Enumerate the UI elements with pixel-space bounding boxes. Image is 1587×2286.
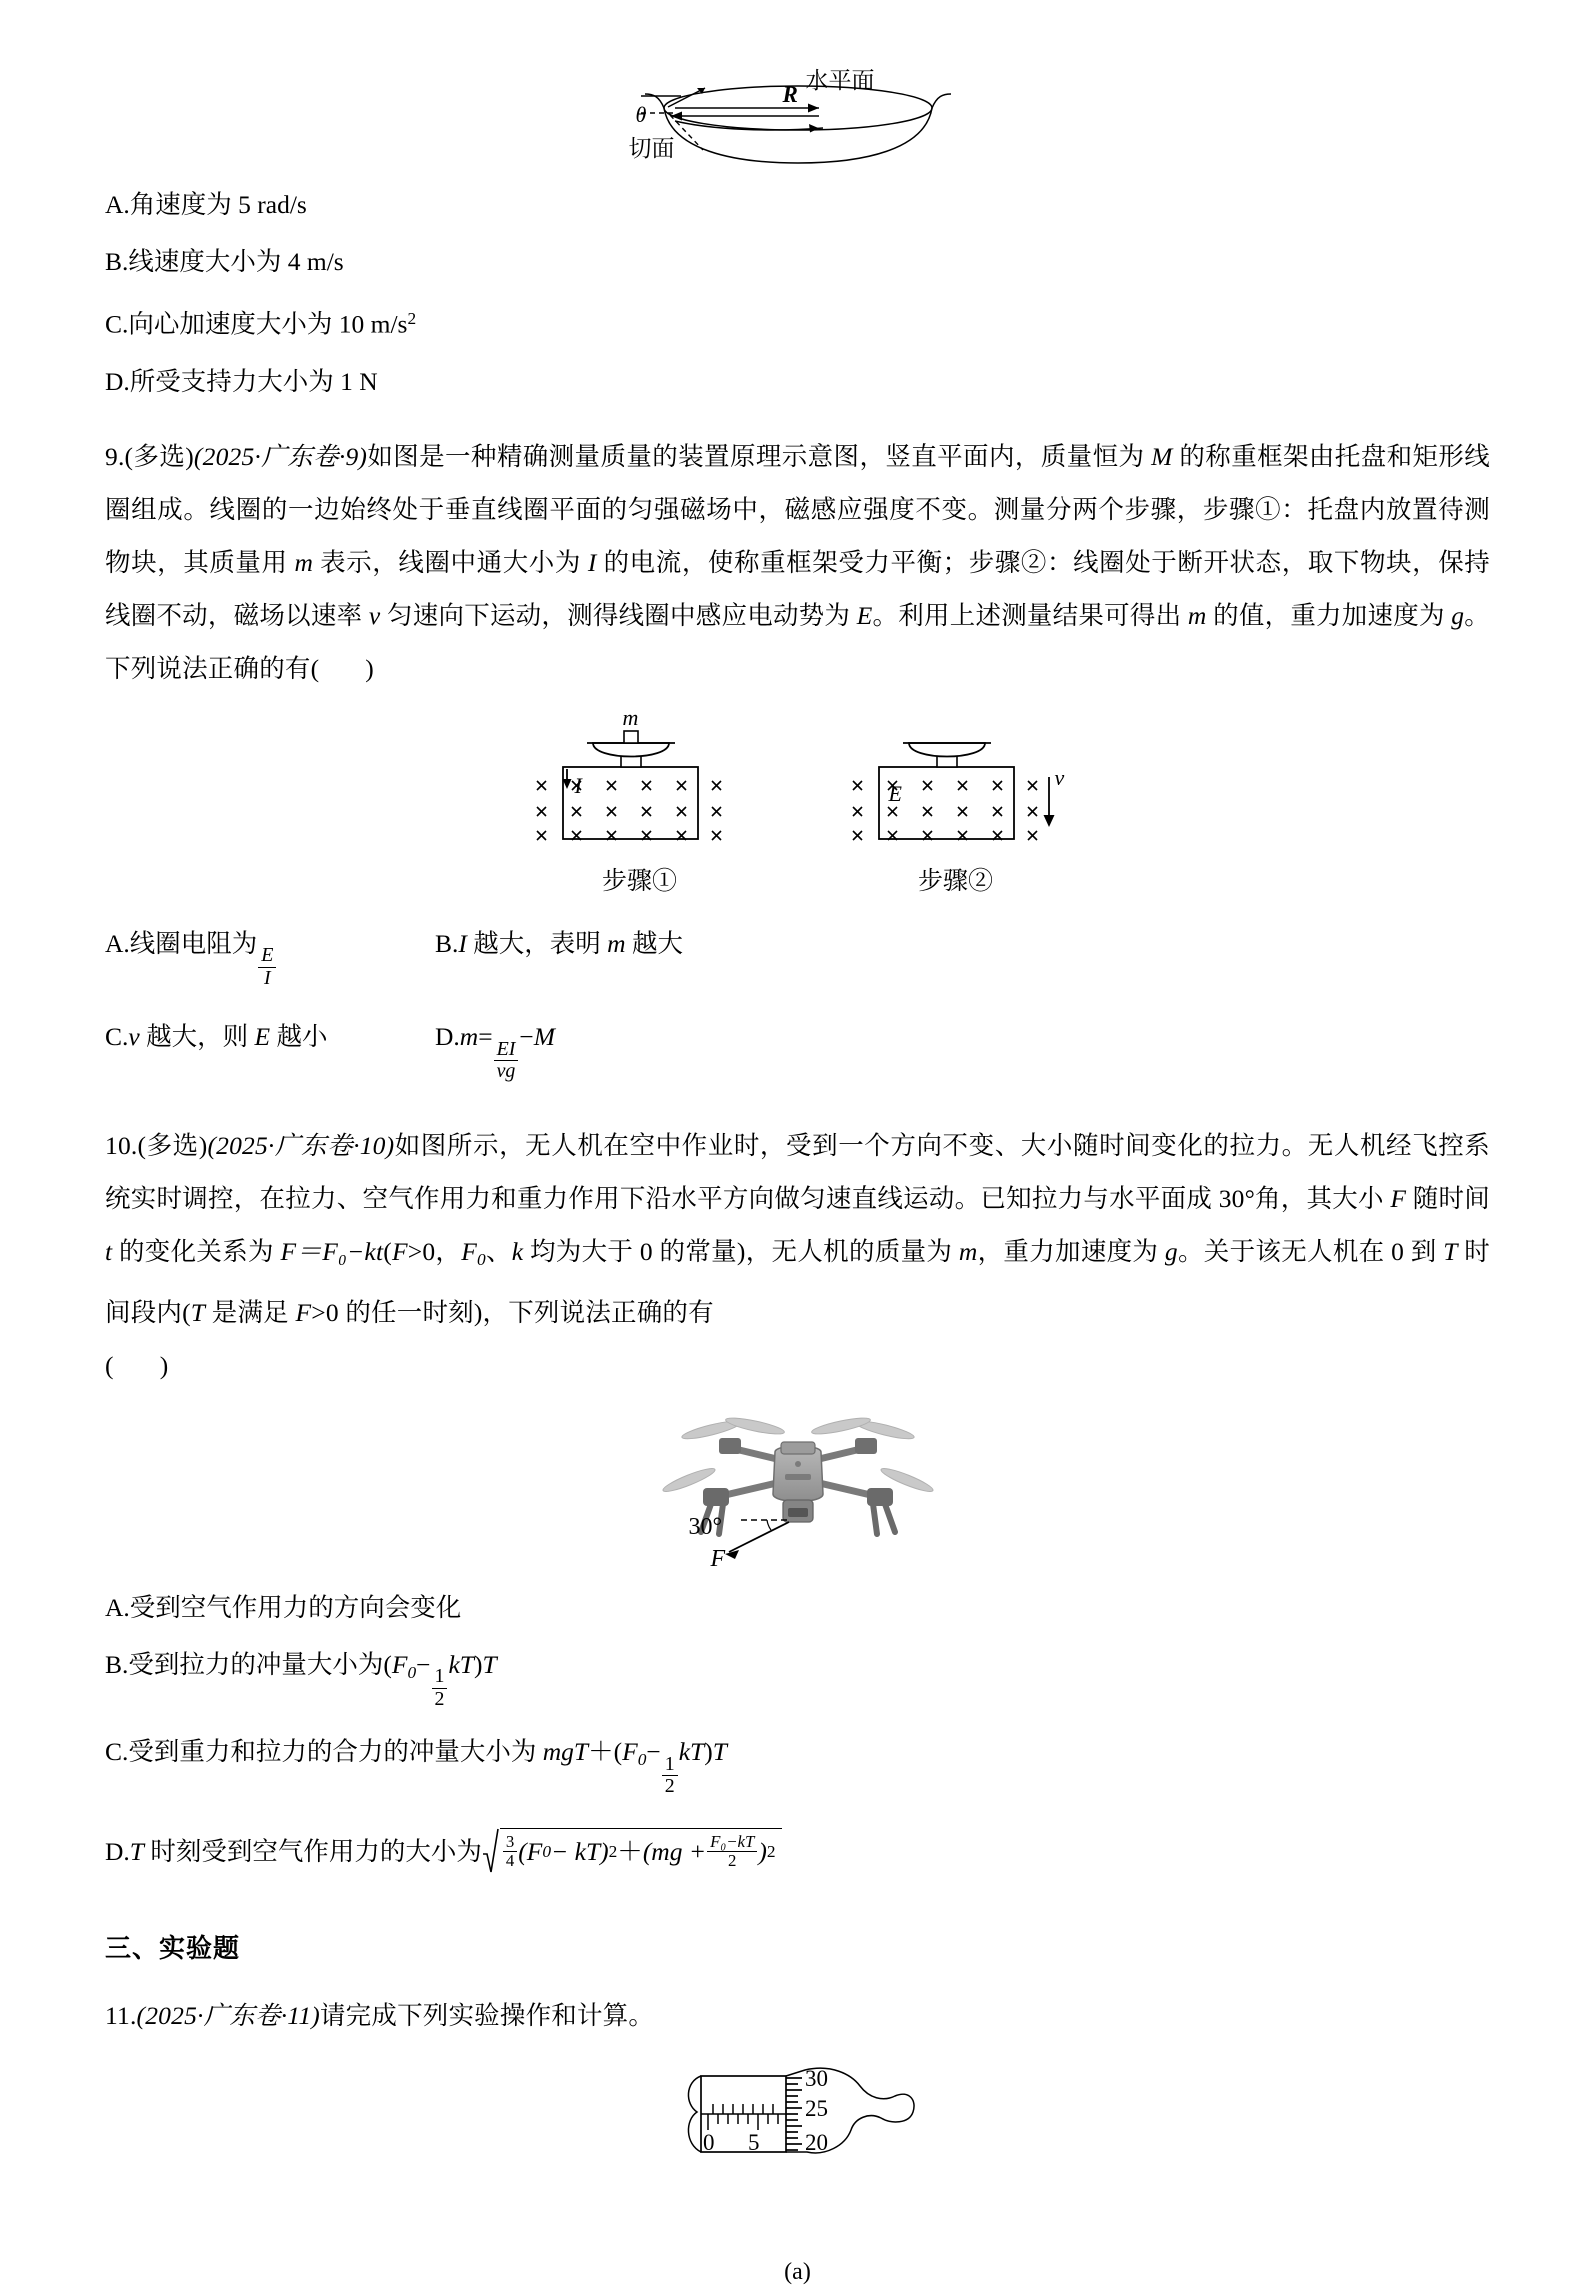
question-11-text: [105, 1989, 1490, 2042]
q10-option-c-minus: −: [646, 1737, 661, 1767]
radical-svg: [482, 1828, 500, 1874]
q10-option-d-term2-sup: 2: [766, 1841, 776, 1861]
q10-option-d: [105, 1828, 1490, 1874]
q9-body-9: ): [365, 653, 374, 683]
q10-option-c-T: T: [712, 1737, 727, 1767]
magnetic-field-crosses-2: [853, 781, 1037, 840]
q9-option-d-minus: −: [519, 1022, 534, 1052]
q10-var-F0-sub: 0: [476, 1249, 486, 1269]
q9-var-g: g: [1451, 600, 1465, 630]
q10-number: 10.: [105, 1130, 138, 1160]
radical-sign-icon: [482, 1828, 500, 1874]
q10-blank-open: (: [105, 1350, 114, 1380]
q10-body-11: 是满足: [205, 1297, 296, 1327]
horizontal-plane-label: 水平面: [805, 68, 875, 93]
micrometer-thimble-label-30: 30: [805, 2065, 828, 2091]
q9-body-4: 的电流，使称重框架受力平衡；步骤②：线圈处于断开状态，取下物块，保持线圈不动，磁场以速率: [105, 547, 1490, 630]
q9-option-b-letter: B.: [435, 928, 459, 958]
q11-body: 请完成下列实验操作和计算。: [319, 2000, 655, 2030]
q9-option-c-letter: C.: [105, 1022, 129, 1052]
q10-blank-close: ): [159, 1350, 169, 1380]
q10-option-d-num34: 3: [503, 1833, 517, 1852]
q8-option-b: B.线速度大小为 4 m/s: [105, 247, 344, 276]
q10-body-2: 随时间: [1406, 1183, 1490, 1213]
q9-option-c-E: E: [254, 1022, 271, 1052]
step2-svg: [841, 719, 1071, 859]
q9-var-m: m: [294, 547, 314, 577]
question-10-text: [105, 1119, 1490, 1392]
q9-body-3: 表示，线圈中通大小为: [313, 547, 588, 577]
q9-body-8: 。下列说法正确的有(: [105, 600, 1490, 683]
q8-option-c-sup: 2: [407, 309, 417, 328]
q10-var-m: m: [958, 1236, 978, 1266]
q9-option-a-prefix: A.线圈电阻为: [105, 928, 258, 958]
q10-body-10: 时间段内(: [105, 1236, 1491, 1327]
q10-body-4: (: [383, 1236, 392, 1266]
q10-body-12: >0 的任一时刻)，下列说法正确的有: [311, 1297, 714, 1327]
q10-option-c-plus: ＋: [588, 1737, 614, 1767]
q10-var-F2: F: [295, 1297, 312, 1327]
q10-formula: F＝F₀−kt: [280, 1236, 384, 1266]
q9-body-5: 匀速向下运动，测得线圈中感应电动势为: [380, 600, 857, 630]
q10-option-b-F0: F: [391, 1649, 408, 1679]
tangent-plane-label: 切面: [628, 136, 675, 161]
q9-body-1: 如图是一种精确测量质量的装置原理示意图，竖直平面内，质量恒为: [367, 441, 1152, 471]
page-content: [105, 0, 1490, 2286]
q10-option-d-term1b: − kT): [551, 1836, 609, 1866]
step2-figure: [841, 719, 1071, 897]
q10-body-8: ，重力加速度为: [977, 1236, 1165, 1266]
q10-var-T: T: [1443, 1236, 1458, 1266]
micrometer-caption: (a): [784, 2258, 811, 2285]
q8-option-c: [105, 304, 1490, 340]
q9-var-m2: m: [1187, 600, 1207, 630]
q10-option-b-prefix: B.受到拉力的冲量大小为(: [105, 1649, 392, 1679]
q9-option-b: [435, 929, 683, 959]
weighing-frame-figure: [105, 704, 1490, 897]
q10-option-b-minus: −: [416, 1649, 431, 1679]
q10-body-3: 的变化关系为: [112, 1236, 281, 1266]
rotating-bowl-figure: [105, 68, 1490, 163]
q9-option-c-v: v: [128, 1022, 140, 1052]
q9-option-d-den: vg: [496, 1060, 516, 1083]
q9-options-row-1: [105, 929, 1490, 989]
step2-emf-label: E: [888, 780, 902, 806]
section-3-heading: 三、实验题: [105, 1932, 241, 1963]
q9-option-d-m: m: [459, 1022, 479, 1052]
q10-option-b-fraction: [432, 1666, 448, 1710]
q10-tag: (多选): [137, 1130, 208, 1160]
q9-option-c-rest2: 越小: [270, 1022, 328, 1052]
theta-label: θ: [635, 102, 647, 127]
q9-body-6: 。利用上述测量结果可得出: [872, 600, 1188, 630]
q11-number: 11.: [105, 2000, 137, 2030]
q10-body-9: 。关于该无人机在 0 到: [1177, 1236, 1444, 1266]
q10-option-b-F0-sub: 0: [407, 1663, 417, 1682]
q10-option-c-prefix: C.受到重力和拉力的合力的冲量大小为: [105, 1737, 543, 1767]
step1-current-label: I: [574, 772, 582, 798]
q10-option-d-term1-sub: 0: [542, 1841, 552, 1861]
q10-body-6: 、: [485, 1236, 512, 1266]
q10-option-c-kT: kT: [678, 1737, 705, 1767]
q10-var-Fgt: F: [391, 1236, 408, 1266]
q9-option-a-den: I: [264, 966, 271, 989]
q10-var-F0: F: [461, 1236, 477, 1266]
micrometer-thimble-label-20: 20: [805, 2129, 828, 2155]
q10-option-d-term2: (mg +: [642, 1836, 707, 1866]
q10-option-c-F0: F: [622, 1737, 638, 1767]
micrometer-diagram: [655, 2065, 940, 2253]
q10-var-g: g: [1164, 1236, 1178, 1266]
q9-option-b-rest2: 越大: [625, 928, 683, 958]
q9-var-v: v: [368, 600, 381, 630]
micrometer-thimble-label-25: 25: [805, 2095, 828, 2121]
step1-caption: 步骤①: [601, 867, 677, 895]
q10-option-b-num: 1: [432, 1666, 448, 1688]
q9-option-c-rest1: 越大，则: [139, 1022, 255, 1052]
q10-option-d-den34: 4: [505, 1851, 515, 1871]
q10-body-5: >0，: [407, 1236, 462, 1266]
q10-option-b: [105, 1650, 1490, 1710]
q10-option-d-prefix: D.: [105, 1836, 130, 1866]
q9-option-c: [105, 1022, 435, 1052]
step1-svg: [525, 719, 755, 859]
q9-option-d-prefix: D.: [435, 1022, 460, 1052]
q10-option-d-radical: [482, 1828, 782, 1874]
drone-force-label: F: [710, 1545, 726, 1572]
q10-option-c-fraction: [662, 1754, 678, 1798]
q8-option-a: A.角速度为 5 rad/s: [105, 190, 307, 219]
drone-svg: [663, 1400, 933, 1575]
q9-body-2: 的称重框架由托盘和矩形线圈组成。线圈的一边始终处于垂直线圈平面的匀强磁场中，磁感应强度不变。测量分两个步骤，步骤①：托盘内放置待测物块，其质量用: [105, 441, 1491, 577]
q8-option-d: D.所受支持力大小为 1 N: [105, 366, 378, 396]
q10-option-d-term1-sup: 2: [608, 1841, 618, 1861]
magnetic-field-crosses: [537, 781, 721, 840]
micrometer-svg: [655, 2065, 940, 2218]
q9-var-M: M: [1151, 441, 1173, 471]
q10-option-b-T: T: [482, 1649, 497, 1679]
drone-figure: [105, 1400, 1490, 1575]
q9-option-d-fraction: [494, 1039, 519, 1083]
q9-tag: (多选): [124, 441, 194, 471]
q9-source: (2025·广东卷·9): [193, 441, 368, 471]
step1-figure: [525, 704, 755, 897]
q10-option-d-frac34: [503, 1833, 517, 1870]
q10-option-d-term2b: ): [758, 1836, 767, 1866]
q9-option-a-num: E: [258, 945, 276, 967]
q10-source: (2025·广东卷·10): [207, 1130, 395, 1160]
q10-option-b-close: ): [473, 1649, 483, 1679]
q10-var-T2: T: [190, 1297, 206, 1327]
q10-option-d-plus: ＋: [617, 1836, 643, 1866]
q9-option-b-I: I: [458, 928, 467, 958]
q9-option-d-eq: =: [478, 1022, 493, 1052]
micrometer-figure: [105, 2065, 1490, 2286]
q10-option-b-den: 2: [434, 1687, 445, 1710]
micrometer-wrapper: [655, 2065, 940, 2286]
q8-option-c-text: C.向心加速度大小为 10 m/s: [105, 309, 408, 339]
q10-option-d-inner-fraction: [707, 1833, 757, 1870]
radius-label: R: [782, 82, 798, 107]
q10-option-c-num: 1: [662, 1754, 678, 1776]
q10-var-F: F: [1390, 1183, 1407, 1213]
q9-option-b-rest1: 越大，表明: [466, 928, 608, 958]
step1-mass-label: m: [622, 704, 639, 730]
q9-number: 9.: [105, 441, 125, 471]
q10-option-d-inner-num: F₀−kT: [707, 1833, 757, 1852]
drone-angle-label: 30°: [688, 1513, 723, 1540]
q9-option-a-fraction: [258, 945, 276, 989]
q10-option-c-F0-sub: 0: [637, 1750, 647, 1770]
q10-var-t: t: [105, 1236, 113, 1266]
q10-option-c-close: ): [704, 1737, 713, 1767]
micrometer-main-scale-label-5: 5: [748, 2129, 760, 2155]
q9-option-a: [105, 929, 435, 989]
step2-velocity-label: v: [1054, 764, 1065, 790]
q10-option-d-inner-den: 2: [728, 1851, 737, 1871]
q10-option-d-T: T: [129, 1836, 144, 1866]
q10-option-c-mgT: mgT: [542, 1737, 589, 1767]
q10-option-c-open: (: [613, 1737, 623, 1767]
q9-options-row-2: [105, 1022, 1490, 1082]
q10-option-a: A.受到空气作用力的方向会变化: [105, 1592, 462, 1622]
q10-option-d-text: 时刻受到空气作用力的大小为: [143, 1836, 482, 1866]
q10-option-b-kT: kT: [448, 1649, 474, 1679]
q9-option-b-m: m: [607, 928, 626, 958]
q11-source: (2025·广东卷·11): [136, 2000, 320, 2030]
radical-body: [500, 1828, 782, 1874]
q10-option-c: [105, 1737, 1490, 1797]
q10-var-k: k: [511, 1236, 524, 1266]
q9-option-d: [435, 1022, 555, 1082]
q9-option-d-num: EI: [494, 1039, 519, 1061]
q10-body-1: 如图所示，无人机在空中作业时，受到一个方向不变、大小随时间变化的拉力。无人机经飞控系统实时调控，在拉力、空气作用力和重力作用下沿水平方向做匀速直线运动。已知拉力与水平面成 30°角，其大小: [105, 1130, 1490, 1213]
q10-option-d-term1: (F: [518, 1836, 543, 1866]
drone-diagram: [663, 1400, 933, 1575]
q9-var-E: E: [856, 600, 873, 630]
q9-var-I: I: [587, 547, 597, 577]
q10-body-7: 均为大于 0 的常量)，无人机的质量为: [523, 1236, 959, 1266]
micrometer-main-scale-label-0: 0: [703, 2129, 715, 2155]
q10-option-c-den: 2: [664, 1775, 675, 1798]
q9-body-7: 的值，重力加速度为: [1206, 600, 1452, 630]
q9-option-d-M: M: [533, 1022, 556, 1052]
bowl-diagram: [623, 68, 973, 163]
question-9-text: [105, 430, 1490, 695]
step2-caption: 步骤②: [917, 867, 993, 895]
